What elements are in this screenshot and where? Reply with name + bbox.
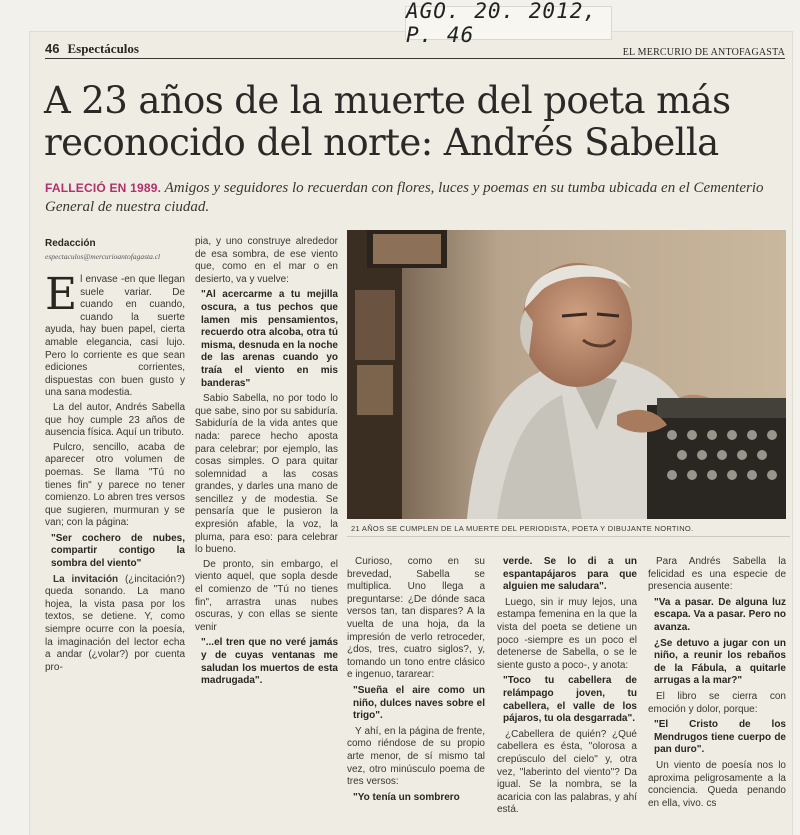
paragraph: pia, y uno construye alrededor de esa sombra, de ese viento que, como en el mar o en desierto, va y vuelve:: [195, 236, 338, 285]
paragraph: El libro se cierra con emoción y dolor, porque:: [648, 690, 786, 715]
paragraph: [45, 269, 185, 400]
poet-photo: [347, 230, 786, 519]
paragraph: Curioso, como en su brevedad, Sabella se multiplica. Uno llega a preguntarse: ¿De dónde saca versos tan, tan dispares? A la vuelta de una hoja, da la impresión de verlo retroceder, ¿dos, tres, cuatro siglos?, y, tomando un tono entre clásico e ingenuo, tararear:: [347, 556, 485, 681]
pull-quote: verde. Se lo di a un espantapájaros para que alguien me saludara".: [503, 556, 637, 593]
paragraph-text: (¿incitación?) queda sonando. La mano hojea, la vista pasa por los textos, se detiene. Y, como siempre ocurre con la poesía, la imaginación del lector echa a andar (¿volar?) por cuenta pro-: [45, 573, 185, 673]
page-number: 46: [45, 41, 60, 56]
pull-quote: "Va a pasar. De alguna luz escapa. Va a pasar. Pero no avanza.: [654, 596, 786, 633]
pull-quote: "Al acercarme a tu mejilla oscura, a tus pechos que lamen mis pensamientos, recuerdo otra alcoba, otra tú misma, desnuda en la noche de las arenas cuando yo traía el viento en mis banderas": [201, 289, 338, 389]
article-column-4: [497, 556, 637, 819]
pull-quote: "Yo tenía un sombrero: [353, 791, 460, 803]
paragraph: [45, 574, 185, 675]
article-column-2: [195, 236, 338, 691]
archive-date-stamp: AGO. 20. 2012, P. 46: [405, 6, 612, 40]
pull-quote: "Ser cochero de nubes, compartir contigo la sombra del viento": [51, 532, 185, 570]
deck-kicker: FALLECIÓ EN 1989.: [45, 181, 162, 195]
run-in-heading: La invitación: [53, 573, 119, 585]
section-name: Espectáculos: [67, 41, 139, 56]
drop-cap: E: [45, 269, 78, 320]
paragraph: La del autor, Andrés Sabella que hoy cumple 23 años de ausencia física. Aquí un tributo.: [45, 401, 185, 439]
paragraph: Un viento de poesía nos lo aproxima peligrosamente a la conciencia. Queda penando en ella, vivo. cs: [648, 759, 786, 809]
byline-author: Redacción: [45, 238, 96, 249]
byline: [45, 237, 195, 263]
byline-email: espectaculos@mercurioantofagasta.cl: [45, 252, 161, 261]
paragraph: De pronto, sin embargo, el viento aquel, que sopla desde el comienzo de "Tú no tienes fin", arrastra unas nubes oscuras, y con ellas se siente venir: [195, 558, 338, 633]
newspaper-name: EL MERCURIO DE ANTOFAGASTA: [622, 47, 785, 58]
pull-quote: "Toco tu cabellera de relámpago joven, tu cabellera, el valle de los pájaros, tu ola desgarrada".: [503, 675, 637, 725]
paragraph-text: l envase -en que llegan suele variar. De cuando en cuando, cuando la suerte ayuda, hay buen papel, cierta amable elegancia, casi lujo. Pero lo corriente es que sean ediciones corrientes, dispuestas con buen gusto y una sana modestia.: [45, 274, 185, 399]
paragraph: ¿Cabellera de quién? ¿Qué cabellera es ésta, "olorosa a crepúsculo del cielo" y, otra vez, "laberinto del viento"? Da igual. Se la nombra, se la acaricia con las palabras, y ahí está.: [497, 728, 637, 816]
photo-caption: 21 AÑOS SE CUMPLEN DE LA MUERTE DEL PERIODISTA, POETA Y DIBUJANTE NORTINO.: [347, 520, 790, 537]
article-column-3: [347, 556, 485, 807]
pull-quote: "El Cristo de los Mendrugos tiene cuerpo de pan duro".: [654, 719, 786, 756]
deck: [45, 179, 785, 217]
paragraph: Sabio Sabella, no por todo lo que sabe, sino por su sabiduría. Sabiduría de la vida antes que nada: parece hecho aposta para celebrar; por ejemplo, las cosas simples. O para quitar solemnidad a las cosas grandes, y darles una mano de sencillez y de modestia. Se pensaría que le pusieron la expresión afable, la voz, la pluma, para eso: para celebrar lo bueno.: [195, 393, 338, 556]
pull-quote: "Sueña el aire como un niño, dulces naves sobre el trigo".: [353, 684, 485, 722]
portrait-illustration: [347, 230, 786, 519]
paragraph: Pulcro, sencillo, acaba de aparecer otro volumen de poemas. Se llama "Tú no tienes fin" y parece no tener comienzo. Lo abren tres versos que sugieren, murmuran y se van; con la página:: [45, 441, 185, 529]
page-header: [45, 40, 785, 59]
paragraph: Luego, sin ir muy lejos, una estampa femenina en la que la vista del poeta se detiene un poco -siempre es un poco el detenerse de Sabella, o se le siente gusto a poco-, y anota:: [497, 596, 637, 671]
article-column-1: [45, 269, 185, 676]
deck-text: Amigos y seguidores lo recuerdan con flores, luces y poemas en su tumba ubicada en el Cementerio General de nuestra ciudad.: [45, 180, 764, 215]
pull-quote: "...el tren que no veré jamás y de cuyas ventanas me saludan los muertos de esta madrugada".: [201, 637, 338, 687]
article-column-5: [648, 556, 786, 812]
page-header-left: [45, 40, 139, 58]
pull-quote: ¿Se detuvo a jugar con un niño, a reunir los rebaños de la Fábula, a quitarle arrugas a la mar?": [654, 637, 786, 687]
paragraph: Y ahí, en la página de frente, como riéndose de su propio arte menor, de sí mismo tal vez, otro minúsculo poema de tres versos:: [347, 725, 485, 788]
headline: A 23 años de la muerte del poeta más reconocido del norte: Andrés Sabella: [44, 79, 731, 164]
paragraph: Para Andrés Sabella la felicidad es una especie de presencia ausente:: [648, 556, 786, 593]
